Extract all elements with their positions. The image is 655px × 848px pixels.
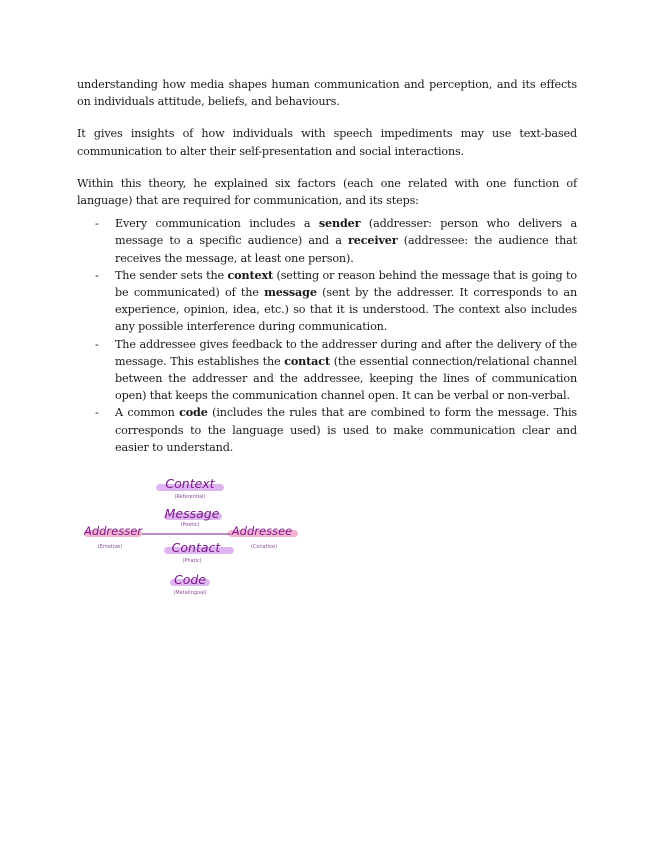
bullet-dash: - xyxy=(95,217,99,231)
code-label: Code xyxy=(173,572,207,587)
context-note: (Referential) xyxy=(174,494,206,500)
term-context: context xyxy=(227,267,273,282)
contact-label: Contact xyxy=(171,540,221,555)
list-item: - The addressee gives feedback to the addresser during and after the delivery of the message. This establishes the contact (the essential connection/relational channel between the addresser and the addressee, keeping the lines of communication open) that keeps the communication channel open. It can be verbal or non-verbal. xyxy=(95,337,577,403)
paragraph-media: understanding how media shapes human communication and perception, and its effects on individuals attitude, beliefs, and behaviours. xyxy=(77,78,577,109)
contact-note: (Phatic) xyxy=(182,558,202,564)
term-sender: sender xyxy=(318,216,361,231)
addresser-label: Addresser xyxy=(84,524,143,538)
term-message: message xyxy=(264,285,317,300)
addressee-note: (Conative) xyxy=(250,544,278,550)
message-note: (Poetic) xyxy=(180,522,200,528)
paragraph-speech-impediments: It gives insights of how individuals with speech impediments may use text-based communication to alter their self-presentation and social interactions. xyxy=(77,127,577,158)
term-code: code xyxy=(179,405,208,420)
term-receiver: receiver xyxy=(348,233,398,248)
list-item: - A common code (includes the rules that are combined to form the message. This corresponds to the language used) is used to make communication clear and easier to understand. xyxy=(95,405,577,454)
list-item: - Every communication includes a sender (addresser: person who delivers a message to a specific audience) and a receiver (addressee: the audience that receives the message, at least one person). xyxy=(95,216,577,265)
code-note: (Metalingual) xyxy=(173,590,207,596)
communication-factors-diagram xyxy=(84,470,304,600)
bullet-dash: - xyxy=(95,406,99,420)
paragraph-six-factors: Within this theory, he explained six factors (each one related with one function of language) that are required for communication, and its steps: xyxy=(77,176,577,208)
document-body xyxy=(77,76,577,456)
bullet-dash: - xyxy=(95,337,99,351)
steps-list xyxy=(77,215,577,456)
bullet-dash: - xyxy=(95,268,99,282)
context-label: Context xyxy=(165,476,215,491)
list-item: - The sender sets the context (setting or reason behind the message that is going to be communicated) of the message (sent by the addresser. It corresponds to an experience, opinion, idea, etc.) so that it is understood. The context also includes any possible interference during communication. xyxy=(95,267,577,334)
addressee-label: Addressee xyxy=(231,524,293,538)
addresser-note: (Emotive) xyxy=(97,544,123,550)
term-contact: contact xyxy=(284,353,330,368)
message-label: Message xyxy=(164,506,220,521)
